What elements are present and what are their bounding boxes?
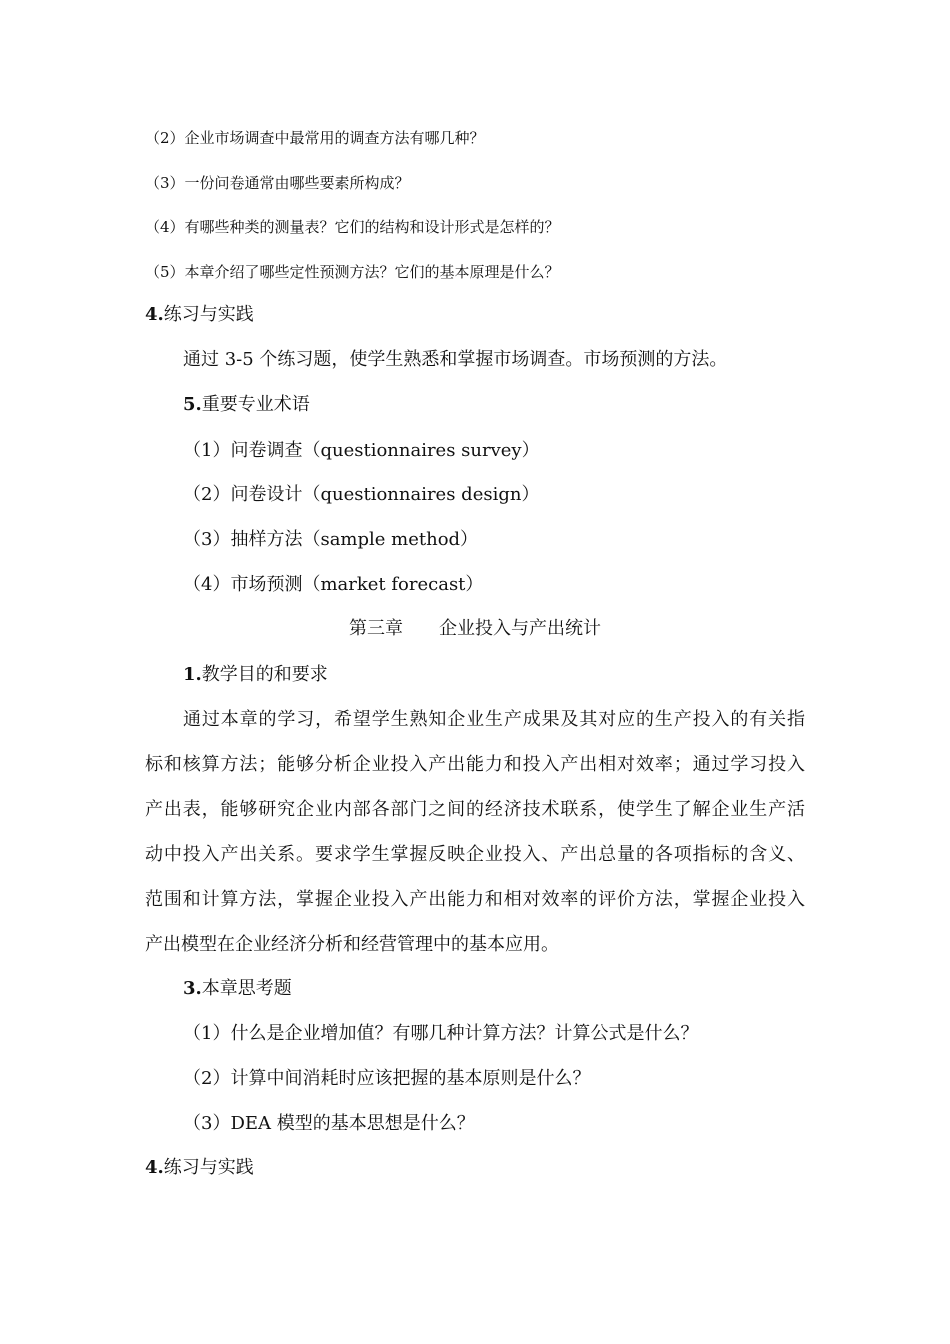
practice-heading-2	[145, 1157, 254, 1179]
goals-heading	[183, 664, 328, 686]
goals-heading-number: 1.	[183, 664, 202, 685]
terms-heading-text: 重要专业术语	[201, 394, 310, 415]
prev-question-2: （2）企业市场调查中最常用的调查方法有哪几种？	[145, 129, 485, 147]
terms-heading	[183, 394, 310, 416]
practice-text: 通过 3-5 个练习题，使学生熟悉和掌握市场调查。市场预测的方法。	[183, 349, 728, 370]
question-item: （2）计算中间消耗时应该把握的基本原则是什么？	[183, 1068, 591, 1089]
goals-paragraph-line: 标和核算方法；能够分析企业投入产出能力和投入产出相对效率；通过学习投入	[145, 754, 805, 775]
questions-heading-text: 本章思考题	[201, 978, 292, 999]
prev-question-4: （4）有哪些种类的测量表？它们的结构和设计形式是怎样的？	[145, 218, 560, 236]
practice-heading-text: 练习与实践	[163, 304, 254, 325]
questions-heading	[183, 978, 292, 1000]
goals-paragraph-line: 产出模型在企业经济分析和经营管理中的基本应用。	[145, 934, 559, 955]
practice-heading-2-number: 4.	[145, 1157, 164, 1178]
goals-heading-text: 教学目的和要求	[201, 664, 328, 685]
practice-heading-number: 4.	[145, 304, 164, 325]
goals-paragraph-line: 产出表，能够研究企业内部各部门之间的经济技术联系，使学生了解企业生产活	[145, 799, 805, 820]
practice-heading-2-text: 练习与实践	[163, 1157, 254, 1178]
prev-question-5: （5）本章介绍了哪些定性预测方法？它们的基本原理是什么？	[145, 263, 560, 281]
chapter-title: 第三章 企业投入与产出统计	[349, 618, 601, 639]
prev-question-3: （3）一份问卷通常由哪些要素所构成？	[145, 174, 410, 192]
term-item: （2）问卷设计（questionnaires design）	[183, 484, 540, 505]
term-item: （4）市场预测（market forecast）	[183, 574, 484, 595]
practice-heading	[145, 304, 254, 326]
terms-heading-number: 5.	[183, 394, 202, 415]
question-item: （1）什么是企业增加值？有哪几种计算方法？计算公式是什么？	[183, 1023, 699, 1044]
term-item: （1）问卷调查（questionnaires survey）	[183, 440, 540, 461]
goals-paragraph-line: 范围和计算方法，掌握企业投入产出能力和相对效率的评价方法，掌握企业投入	[145, 889, 805, 910]
question-item: （3）DEA 模型的基本思想是什么？	[183, 1113, 475, 1134]
goals-paragraph-line: 通过本章的学习，希望学生熟知企业生产成果及其对应的生产投入的有关指	[183, 709, 805, 730]
goals-paragraph-line: 动中投入产出关系。要求学生掌握反映企业投入、产出总量的各项指标的含义、	[145, 844, 805, 865]
term-item: （3）抽样方法（sample method）	[183, 529, 479, 550]
questions-heading-number: 3.	[183, 978, 202, 999]
